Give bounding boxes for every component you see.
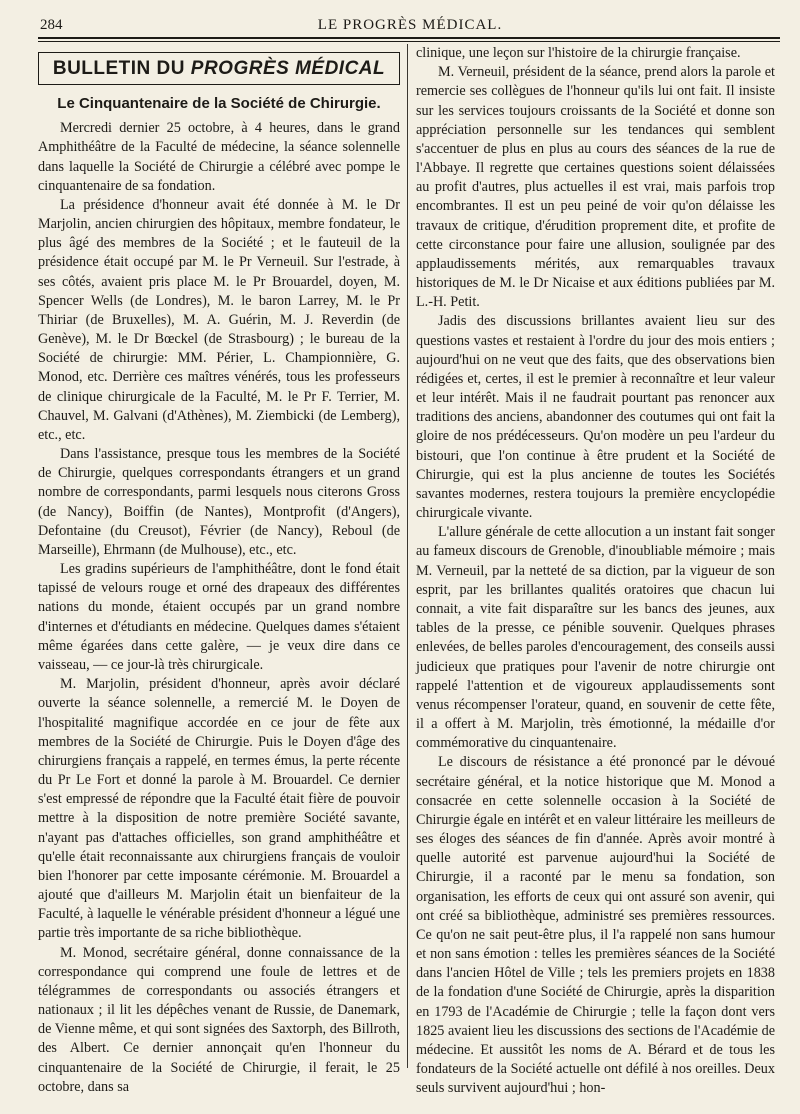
right-column [416, 44, 775, 1098]
paragraph: La présidence d'honneur avait été donnée à M. le Dr Marjolin, ancien chirurgien des hôpitaux, membre fondateur, le plus âgé des membres de la Société ; et le fauteuil de la présidence était occupé par M. le Pr Verneuil. Sur l'estrade, à ses côtés, avaient pris place M. le Pr Brouardel, doyen, M. Spencer Wells (de Londres), M. le baron Larrey, M. le Pr Thiriar (de Bruxelles), M. A. Guérin, M. J. Reverdin (de Genève), M. le Dr Bœckel (de Strasbourg) ; le bureau de la Société de chirurgie: MM. Périer, L. Championnière, G. Monod, etc. Derrière ces maîtres vénérés, tous les professeurs de clinique chirurgicale de la Faculté, M. le Pr F. Terrier, M. Chauvel, M. Galvani (d'Athènes), M. Ziembicki (de Lemberg), etc., etc. [38, 196, 400, 443]
column-divider [407, 44, 408, 1068]
header-rule-thin [38, 41, 780, 42]
paragraph: M. Monod, secrétaire général, donne connaissance de la correspondance qui comprend une foule de lettres et de télégrammes de correspondants ou associés étrangers et nationaux ; il lit les dépêches venant de Russie, de Danemark, de Vienne même, et qui sont signées des Saxtorph, des Billroth, des Albert. Ce dernier annonçait qu'en l'honneur du cinquantenaire de la Société de Chirurgie, il ferait, le 25 octobre, dans sa [38, 944, 400, 1095]
bulletin-title-prefix: BULLETIN DU [52, 58, 191, 79]
paragraph: Jadis des discussions brillantes avaient lieu sur des questions vastes et restaient à l'ordre du jour des mois entiers ; aujourd'hui on ne veut que des faits, que des observations bien rédigées et, certes, il est le premier à reconnaître et leur valeur et leur intérêt. Mais il ne faudrait pourtant pas renoncer aux traditions des anciens, abandonner des coutumes qui ont fait la gloire de nos prédécesseurs. Qu'on modère un peu l'ardeur du bistouri, que l'on continue à être prudent et la Société de Chirurgie, qui est la plus ancienne de toutes les Sociétés savantes modernes, restera toujours la première encyclopédie chirurgicale vivante. [416, 313, 775, 522]
running-head [40, 14, 780, 36]
paragraph: M. Marjolin, président d'honneur, après avoir déclaré ouverte la séance solennelle, a remercié M. le Doyen de l'hospitalité magnifique accordée en ce jour de fête aux membres de la Société de Chirurgie. Puis le Doyen d'âge des chirurgiens français a rappelé, en termes émus, la perte récente du Pr Le Fort et donné la parole à M. Brouardel. Ce dernier s'est empressé de répondre que la Faculté était fière de pouvoir mettre à la disposition de notre première Société savante, n'ayant pas d'attaches officielles, son grand amphithéâtre et qu'elle était reconnaissante aux chirurgiens français de vouloir bien l'honorer par cette imposante cérémonie. M. Brouardel a ajouté que d'ailleurs M. Marjolin était un bienfaiteur de la Faculté, à laquelle le vénérable président d'honneur a légué une partie très importante de sa riche bibliothèque. [38, 676, 400, 942]
bulletin-title-journal: PROGRÈS MÉDICAL [190, 58, 386, 79]
page-number: 284 [40, 17, 63, 33]
article-heading: Le Cinquantenaire de la Société de Chirurgie. [57, 95, 381, 112]
paragraph-continued: clinique, une leçon sur l'histoire de la chirurgie française. [416, 45, 741, 61]
paragraph: Le discours de résistance a été prononcé par le dévoué secrétaire général, et la notice historique que M. Monod a consacrée en cette solennelle occasion à la Société de Chirurgie égale en intérêt et en valeur littéraire les meilleurs de ses éloges des séances de fin d'année. Après avoir montré à quelle autorité est parvenue aujourd'hui la Société de Chirurgie, il a raconté par le menu sa fondation, son organisation, les efforts de ceux qui ont assuré son avenir, qui ont créé sa bibliothèque, administré ses premières ressources. Ce qu'on ne sait peut-être plus, il l'a rappelé non sans humour et non sans émotion : telles les premières séances de la Société dans l'ancien Hôtel de Ville ; tels les premiers projets en 1838 de la fondation d'une Société de Chirurgie, après la disparition en 1793 de l'Académie de Chirurgie ; telle la façon dont vers 1825 avaient lieu les discussions des sections de l'Académie de médecine. Et aussitôt les noms de A. Bérard et de tous les fondateurs de la Société actuelle ont défilé à nos oreilles. Deux seuls survivent aujourd'hui ; hon- [416, 754, 775, 1097]
paragraph: M. Verneuil, président de la séance, prend alors la parole et remercie ses collègues de l'honneur qu'ils lui ont fait. Il insiste sur les services toujours croissants de la Société et donne son appréciation personnelle sur les tendances qui semblent s'accentuer de plus en plus au cours des séances de la rue de l'Abbaye. Il regrette que certaines questions soient délaissées au profit d'autres, plus actuelles il est vrai, mais parfois trop encombrantes. Il est un peu peiné de voir qu'on délaisse les travaux de critique, d'érudition proprement dite, et profite de cette circonstance pour faire une allusion, soulignée par des applaudissements mérités, aux remarquables travaux historiques de M. le Dr Nicaise et aux éditions publiées par M. L.-H. Petit. [416, 64, 775, 311]
left-column [38, 44, 400, 1097]
paragraph: Dans l'assistance, presque tous les membres de la Société de Chirurgie, quelques correspondants étrangers et un grand nombre de correspondants, parmi lesquels nous citerons Gross (de Nancy), Boiffin (de Nantes), Montprofit (d'Angers), Defontaine (du Creusot), Février (de Nancy), Reboul (de Marseille), Ehrmann (de Mulhouse), etc., etc. [38, 446, 400, 558]
bulletin-title-box [38, 52, 400, 85]
journal-name: LE PROGRÈS MÉDICAL. [317, 17, 503, 33]
paragraph: Mercredi dernier 25 octobre, à 4 heures, dans le grand Amphithéâtre de la Faculté de médecine, la séance solennelle dans laquelle la Société de Chirurgie a célébré avec pompe le cinquantenaire de sa fondation. [38, 120, 400, 194]
header-rule [38, 37, 780, 39]
paragraph: L'allure générale de cette allocution a un instant fait songer au fameux discours de Grenoble, d'inoubliable mémoire ; mais M. Verneuil, par la netteté de sa diction, par la vigueur de son esprit, par les brillantes qualités oratoires que chacun lui connait, a vite fait disparaître sur les bancs des jeunes, aux tables de la presse, ce pénible souvenir. Quelques phrases enlevées, de belles paroles d'encouragement, des conseils aussi judicieux que pratiques pour l'avenir de notre chirurgie ont rappelé l'attention et de vigoureux applaudissements sont venus récompenser l'orateur, quand, en souvenir de cette fête, il a offert à M. Marjolin, très émotionné, la médaille d'or commémorative du cinquantenaire. [416, 524, 775, 752]
paragraph: Les gradins supérieurs de l'amphithéâtre, dont le fond était tapissé de velours rouge et orné des drapeaux des différentes nations du monde, étaient occupés par un grand nombre d'internes et d'étudiants en médecine. Quelques dames s'étaient même égarées dans cette galère, — je veux dire dans ce vaisseau, — ce jour-là très chirurgicale. [38, 561, 400, 673]
